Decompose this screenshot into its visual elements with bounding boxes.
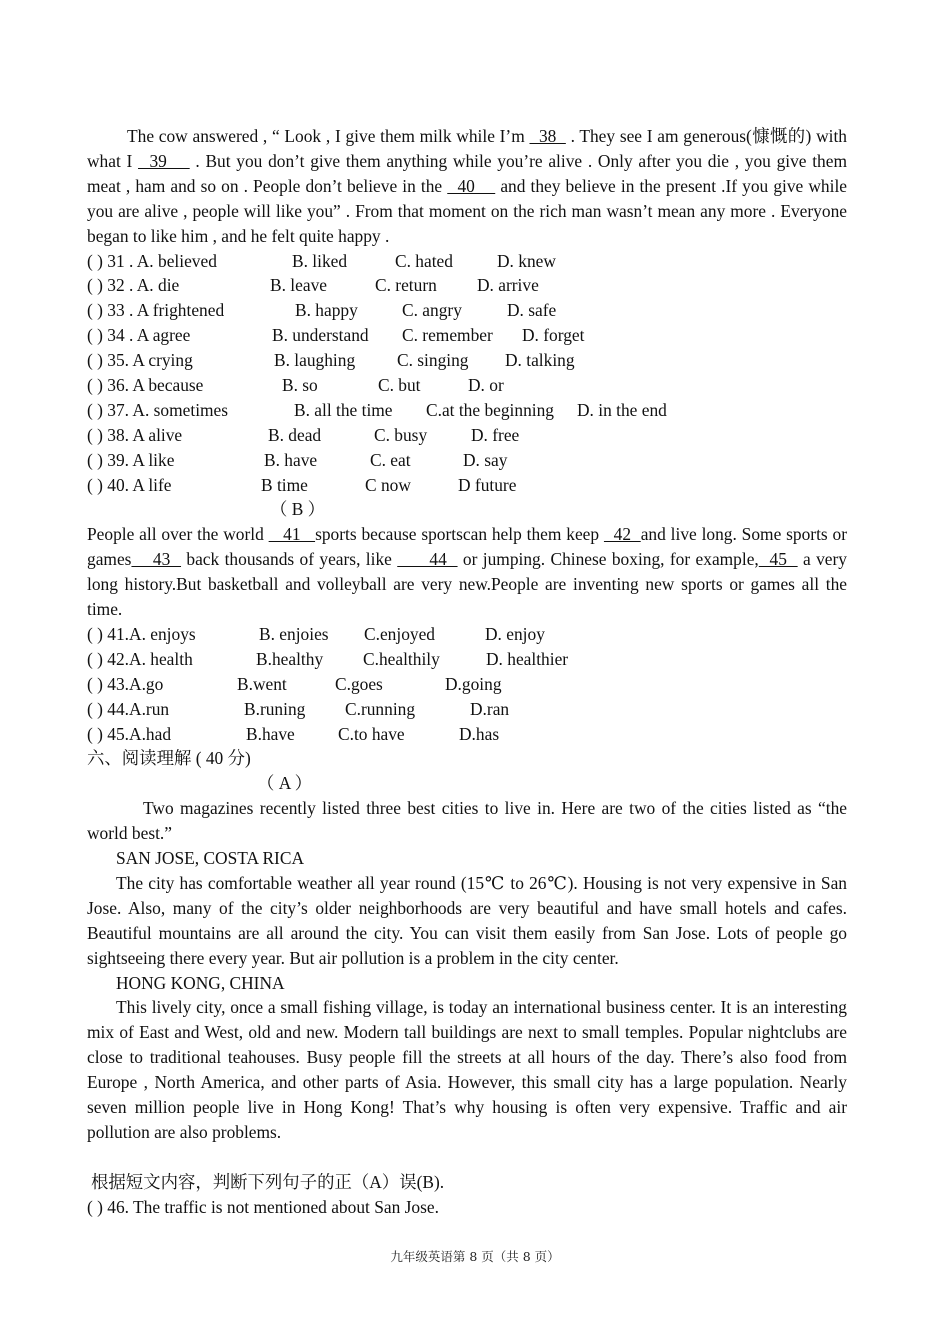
question-stem: ( ) 40. A life: [87, 474, 172, 495]
option-b: B.healthy: [256, 648, 324, 669]
questions-31-40: [87, 249, 847, 498]
question-stem: ( ) 39. A like: [87, 449, 175, 470]
city-title: SAN JOSE, COSTA RICA: [116, 848, 305, 868]
option-d: D. say: [463, 449, 508, 470]
option-c: C.healthily: [363, 648, 440, 669]
option-d: D.has: [459, 723, 500, 744]
question-row: [87, 473, 847, 498]
text-segment: and they believe in the present .If you give while you are alive , people will like you” . From that moment on the rich man wasn’t mean any more . Everyone began to like him , and he felt quite happy .: [87, 175, 848, 246]
passage-b: [87, 522, 847, 622]
option-c: C. angry: [402, 300, 462, 321]
option-b: B. have: [264, 449, 318, 470]
option-c: C. singing: [397, 350, 469, 371]
option-c: C. but: [378, 374, 421, 395]
blank-39: 39: [138, 150, 190, 171]
option-d: D. free: [471, 424, 520, 445]
question-row: [87, 348, 847, 373]
option-b: B. so: [282, 374, 318, 395]
option-d: D. healthier: [486, 648, 569, 669]
blank-41: 41: [268, 524, 316, 545]
option-c: C. eat: [370, 449, 411, 470]
option-b: B. enjoies: [259, 623, 329, 644]
question-stem: ( ) 36. A because: [87, 374, 204, 395]
text-segment: a very long history.But basketball and volleyball are very new.People are inventing new sports or games all the time.: [87, 549, 847, 620]
option-d: D.going: [445, 673, 502, 694]
document-page: [87, 124, 847, 1220]
city1-paragraph: The city has comfortable weather all year round (15℃ to 26℃). Housing is not very expensive in San Jose. Also, many of the city’s older neighborhoods are very beautiful and have small hotels and cafes. Beautiful mountains are all around the city. You can visit them easily from San Jose. Lots of people go sightseeing there every year. But air pollution is a problem in the city center.: [87, 872, 847, 968]
city2-heading: [87, 971, 847, 996]
blank-44: 44: [397, 549, 458, 570]
option-b: B. understand: [272, 325, 369, 346]
text-segment: . They see I am generous(慷慨的) with what I: [87, 126, 847, 171]
option-c: C.goes: [335, 673, 383, 694]
question-46: ( ) 46. The traffic is not mentioned about San Jose.: [87, 1196, 439, 1217]
question-row: [87, 672, 847, 697]
blank-43: 43: [131, 549, 182, 570]
option-d: D future: [458, 474, 517, 495]
section-b-heading: [87, 497, 847, 522]
option-b: B. all the time: [294, 399, 393, 420]
question-row: [87, 448, 847, 473]
option-c: C. hated: [395, 250, 453, 271]
passage-a-ending: [87, 124, 847, 249]
option-c: C. remember: [402, 325, 493, 346]
blank-38: 38: [529, 126, 566, 146]
question-row: [87, 249, 847, 274]
option-d: D. enjoy: [485, 623, 545, 644]
option-c: C.to have: [338, 723, 405, 744]
question-row: [87, 298, 847, 323]
option-b: B time: [261, 474, 308, 495]
question-stem: ( ) 37. A. sometimes: [87, 399, 229, 420]
question-46-row: [87, 1195, 847, 1220]
blank-40: 40: [447, 175, 496, 196]
judge-instruction: 根据短文内容，判断下列句子的正（A）误(B).: [91, 1171, 445, 1192]
option-d: D. arrive: [477, 275, 539, 296]
text-segment: or jumping. Chinese boxing, for example,: [457, 549, 759, 570]
blank-45: 45: [758, 549, 798, 570]
option-b: B. happy: [295, 300, 358, 321]
question-row: [87, 697, 847, 722]
option-c: C.enjoyed: [364, 623, 435, 644]
option-b: B. dead: [268, 424, 322, 445]
option-d: D. or: [468, 374, 504, 395]
judge-instruction-line: [87, 1170, 847, 1195]
text-segment: sports because sportscan help them keep: [315, 524, 604, 545]
question-stem: ( ) 45.A.had: [87, 723, 172, 744]
page-footer: 九年级英语第 8 页（共 8 页）: [390, 1249, 560, 1264]
blank-42: 42: [603, 524, 641, 545]
question-stem: ( ) 35. A crying: [87, 350, 193, 371]
question-row: [87, 647, 847, 672]
option-b: B.runing: [244, 698, 306, 719]
text-segment: and live long. Some sports or games: [87, 524, 848, 570]
question-row: [87, 423, 847, 448]
option-b: B.have: [246, 723, 295, 744]
city-title: HONG KONG, CHINA: [116, 972, 285, 993]
section6-heading: [87, 746, 847, 771]
option-d: D. forget: [522, 325, 585, 346]
option-b: B. laughing: [274, 350, 356, 371]
question-stem: ( ) 41.A. enjoys: [87, 623, 196, 644]
question-row: [87, 373, 847, 398]
section-title: 六、阅读理解 ( 40 分): [87, 748, 251, 769]
question-stem: ( ) 43.A.go: [87, 673, 164, 694]
questions-41-45: [87, 622, 847, 746]
option-d: D. talking: [505, 350, 575, 371]
option-d: D.ran: [470, 698, 510, 719]
option-d: D. knew: [497, 250, 556, 271]
text-segment: The cow answered , “ Look , I give them milk while I’m: [127, 126, 530, 146]
option-b: B. leave: [270, 275, 327, 296]
option-c: C. busy: [374, 424, 428, 445]
question-stem: ( ) 31 . A. believed: [87, 250, 217, 271]
question-stem: ( ) 38. A alive: [87, 424, 183, 445]
question-stem: ( ) 42.A. health: [87, 648, 193, 669]
question-stem: ( ) 44.A.run: [87, 698, 170, 719]
option-c: C now: [365, 474, 411, 495]
spacer: [87, 1145, 847, 1170]
question-row: [87, 622, 847, 647]
question-row: [87, 398, 847, 423]
option-c: C.running: [345, 698, 416, 719]
question-row: [87, 323, 847, 348]
option-b: B. liked: [292, 250, 348, 271]
option-c: C.at the beginning: [426, 399, 554, 420]
reading-intro: Two magazines recently listed three best cities to live in. Here are two of the cities listed as “the world best.”: [87, 798, 847, 844]
option-b: B.went: [237, 673, 287, 694]
question-stem: ( ) 34 . A agree: [87, 325, 191, 346]
city1-heading: [87, 846, 847, 871]
option-c: C. return: [375, 275, 437, 296]
text-segment: back thousands of years, like: [181, 549, 398, 570]
question-row: [87, 722, 847, 747]
option-d: D. safe: [507, 300, 557, 321]
option-d: D. in the end: [577, 399, 667, 420]
text-segment: . But you don’t give them anything while you’re alive . Only after you die , you give them meat , ham and so on . People don’t believe in the: [87, 150, 847, 196]
section-b-label: （ B ）: [270, 499, 326, 520]
section-a-heading: [87, 771, 847, 796]
question-row: [87, 273, 847, 298]
question-stem: ( ) 33 . A frightened: [87, 300, 225, 321]
city2-paragraph: This lively city, once a small fishing village, is today an international business center. It is an interesting mix of East and West, old and new. Modern tall buildings are next to small temples. Popular nightclubs are close to traditional teahouses. Busy people fill the streets at all hours of the day. There’s also food from Europe , North America, and other parts of Asia. However, this small city has a large population. Nearly seven million people live in Hong Kong! That’s why housing is often very expensive. Traffic and air pollution are also problems.: [87, 997, 847, 1142]
text-segment: People all over the world: [87, 524, 269, 545]
section-a-label: （ A ）: [257, 773, 313, 794]
question-stem: ( ) 32 . A. die: [87, 275, 180, 296]
